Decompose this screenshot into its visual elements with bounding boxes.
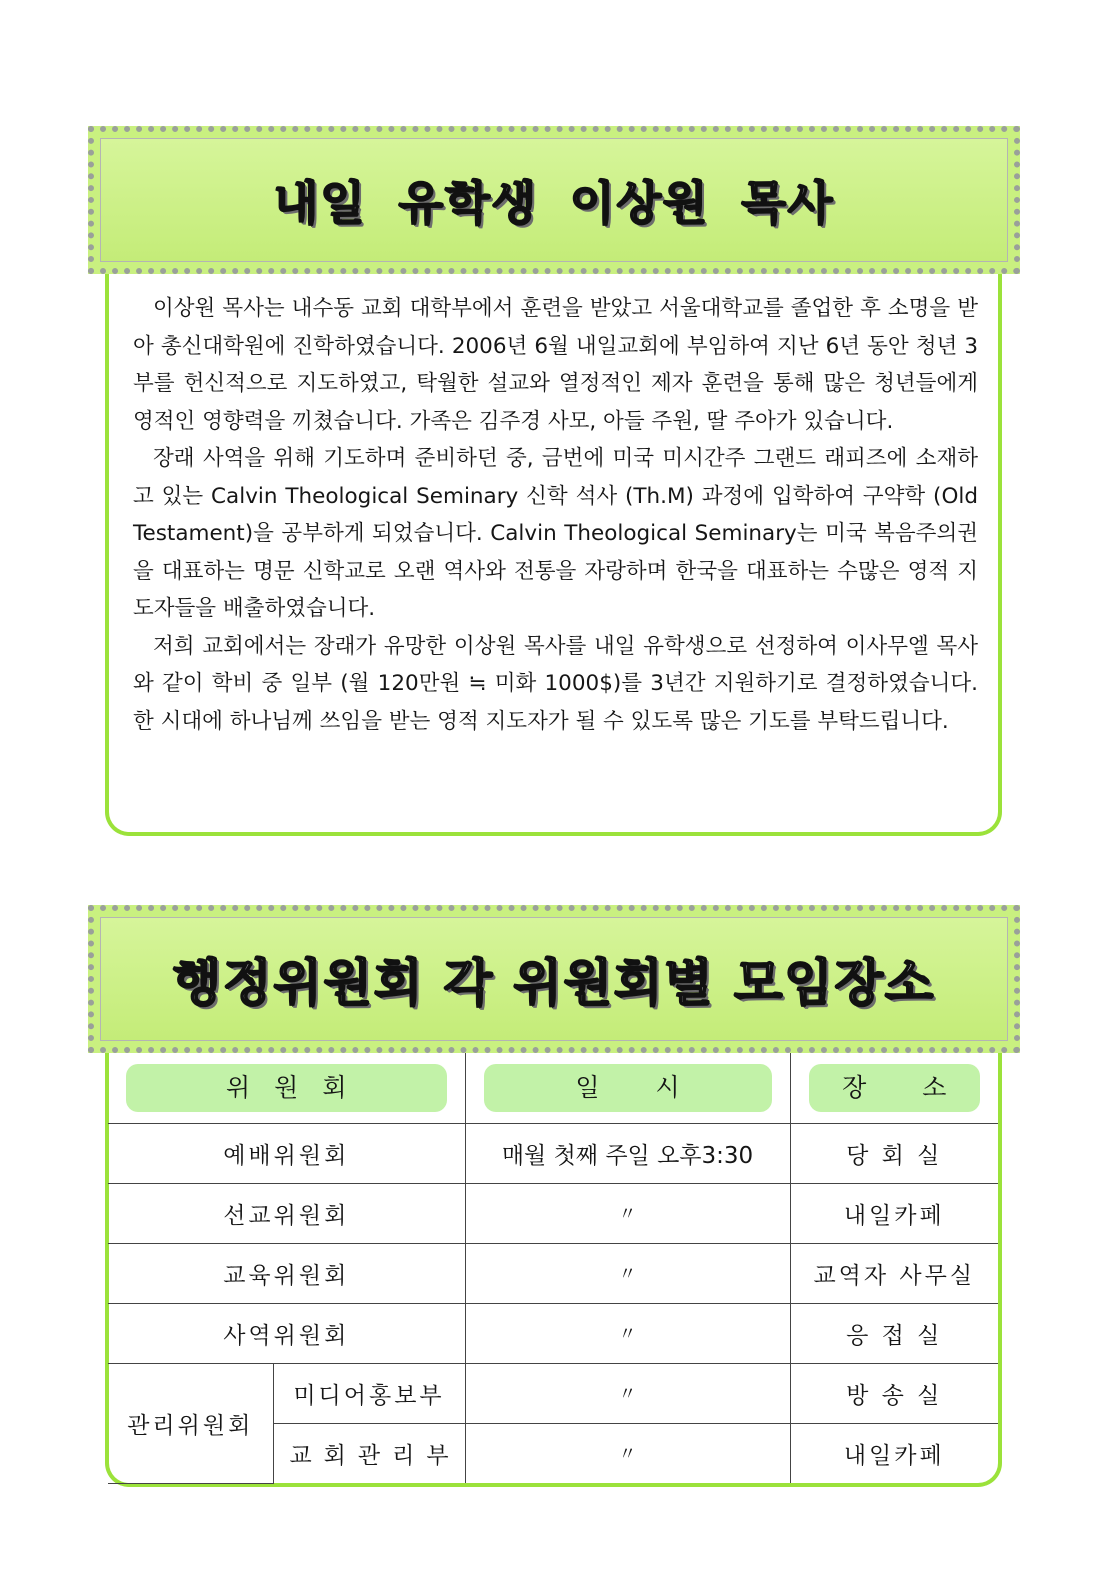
header-committee-label: 위원회	[126, 1064, 447, 1112]
table-row	[108, 1243, 998, 1303]
subcommittee-cell: 교회관리부	[273, 1423, 465, 1483]
place-cell: 교역자 사무실	[790, 1243, 998, 1303]
time-cell: 〃	[465, 1183, 790, 1243]
section2-title: 행정위원회 각 위원회별 모임장소	[172, 954, 936, 1012]
header-time-label: 일 시	[484, 1064, 772, 1112]
committee-cell: 사역위원회	[108, 1303, 465, 1363]
committee-cell: 예배위원회	[108, 1123, 465, 1183]
time-cell: 〃	[465, 1303, 790, 1363]
committee-cell: 선교위원회	[108, 1183, 465, 1243]
section1-title: 내일 유학생 이상원 목사	[273, 176, 835, 230]
table-header-row	[108, 1053, 998, 1123]
subcommittee-cell: 미디어홍보부	[273, 1363, 465, 1423]
meeting-schedule-table	[108, 1053, 998, 1484]
place-cell: 내일카페	[790, 1423, 998, 1483]
article-paragraph: 저희 교회에서는 장래가 유망한 이상원 목사를 내일 유학생으로 선정하여 이사무엘 목사와 같이 학비 중 일부 (월 120만원 ≒ 미화 1000$)를 3년간 지원하기로 결정하였습니다. 한 시대에 하나님께 쓰임을 받는 영적 지도자가 될 수 있도록 많은 기도를 부탁드립니다.	[133, 633, 978, 734]
place-cell: 응 접 실	[790, 1303, 998, 1363]
table-row	[108, 1303, 998, 1363]
place-cell: 당 회 실	[790, 1123, 998, 1183]
place-cell: 방 송 실	[790, 1363, 998, 1423]
table-row	[108, 1363, 998, 1423]
table-row	[108, 1183, 998, 1243]
header-time	[465, 1053, 790, 1123]
group-committee-cell: 관리위원회	[108, 1363, 273, 1483]
header-committee	[108, 1053, 465, 1123]
article-paragraph: 이상원 목사는 내수동 교회 대학부에서 훈련을 받았고 서울대학교를 졸업한 후 소명을 받아 총신대학원에 진학하였습니다. 2006년 6월 내일교회에 부임하여 지난 6년 동안 청년 3부를 헌신적으로 지도하였고, 탁월한 설교와 열정적인 제자 훈련을 통해 많은 청년들에게 영적인 영향력을 끼쳤습니다. 가족은 김주경 사모, 아들 주원, 딸 주아가 있습니다.	[133, 296, 978, 434]
time-cell: 〃	[465, 1423, 790, 1483]
time-cell: 〃	[465, 1243, 790, 1303]
section2-title-band	[88, 905, 1020, 1053]
header-place-label: 장 소	[809, 1064, 981, 1112]
place-cell: 내일카페	[790, 1183, 998, 1243]
committee-cell: 교육위원회	[108, 1243, 465, 1303]
table-row	[108, 1123, 998, 1183]
time-cell: 〃	[465, 1363, 790, 1423]
article-paragraph: 장래 사역을 위해 기도하며 준비하던 중, 금번에 미국 미시간주 그랜드 래피즈에 소재하고 있는 Calvin Theological Seminary 신학 석사 (Th.M) 과정에 입학하여 구약학 (Old Testament)을 공부하게 되었습니다. Calvin Theological Seminary는 미국 복음주의권을 대표하는 명문 신학교로 오랜 역사와 전통을 자랑하며 한국을 대표하는 수많은 영적 지도자들을 배출하였습니다.	[133, 446, 978, 621]
article-body	[133, 290, 978, 740]
time-cell: 매월 첫째 주일 오후3:30	[465, 1123, 790, 1183]
section1-title-band	[88, 126, 1020, 274]
header-place	[790, 1053, 998, 1123]
